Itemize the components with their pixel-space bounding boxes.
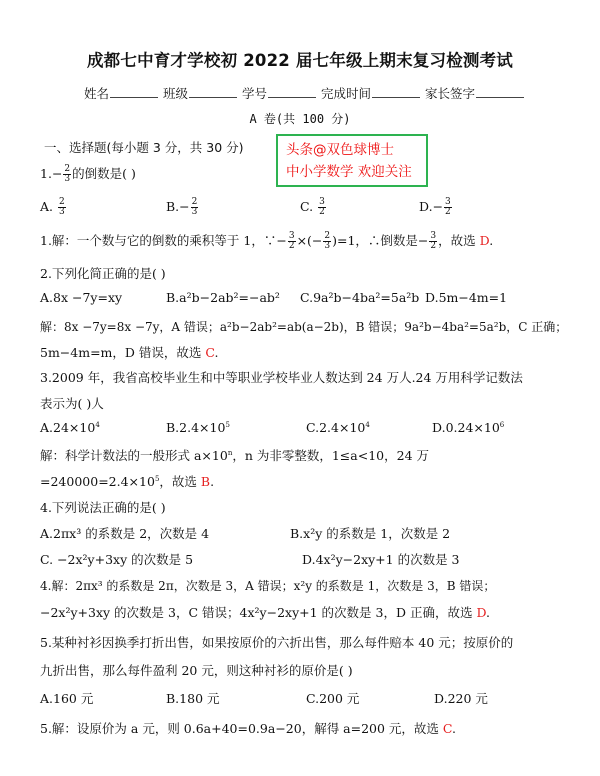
exponent: 6 — [499, 420, 505, 429]
info-field-id — [242, 84, 317, 102]
option-label: D. — [425, 290, 439, 305]
answer-letter: D — [479, 233, 490, 248]
question-2-solution-line-1: 解：8x −7y=8x −7y，A 错误；a²b−2ab²=ab(a−2b)，B 错误；9a²b−4ba²=5a²b，C 正确； — [40, 320, 568, 334]
option-label: D. — [419, 199, 433, 214]
solution-text: 5.解：设原价为 a 元，则 0.6a+40=0.9a−20，解得 a=200 元，故选 — [40, 721, 443, 736]
class-blank[interactable] — [189, 85, 237, 98]
answer-letter: D — [476, 605, 487, 620]
question-number: 1. — [40, 166, 52, 181]
stem-text: 下列化简正确的是( ) — [51, 266, 166, 281]
denominator: 2 — [445, 207, 451, 217]
fraction — [429, 232, 437, 251]
denominator: 2 — [288, 241, 295, 251]
stem-text: 的倒数是( ) — [72, 166, 136, 181]
info-label: 班级 — [163, 86, 189, 101]
info-label: 完成时间 — [321, 86, 372, 101]
answer-letter: B — [200, 474, 211, 489]
solution-text: ，n 为非零整数，1≤a<10，24 万 — [232, 448, 429, 463]
period: . — [489, 233, 494, 248]
promo-line-1: 头条@双色球博士 — [286, 142, 394, 158]
answer-letter: C — [205, 345, 215, 360]
sign: − — [51, 166, 63, 181]
sign: − — [179, 199, 190, 214]
numerator: 2 — [64, 164, 71, 174]
q5-option-c[interactable] — [306, 689, 359, 707]
fraction — [288, 232, 296, 251]
solution-text: ，故选 — [438, 233, 480, 248]
option-text: 9a²b−4ba²=5a²b — [313, 290, 420, 305]
option-text: 8x −7y=xy — [53, 290, 123, 305]
q1-option-c[interactable] — [300, 198, 327, 217]
solution-text: ×(− — [296, 233, 323, 248]
q2-option-d[interactable] — [425, 290, 507, 305]
denominator: 2 — [430, 241, 437, 251]
option-text: 2πx³ 的系数是 2，次数是 4 — [53, 526, 210, 541]
question-3-solution-line-2 — [40, 472, 214, 490]
q4-option-b[interactable] — [290, 524, 450, 542]
solution-text: ，故选 — [159, 474, 201, 489]
question-number: 2. — [40, 266, 52, 281]
question-4-stem: 4.下列说法正确的是( ) — [40, 500, 166, 515]
q1-option-d[interactable] — [419, 198, 453, 217]
section-heading: 一、选择题(每小题 3 分，共 30 分) — [44, 140, 244, 155]
question-1-stem — [40, 164, 136, 184]
exponent: 4 — [95, 420, 100, 429]
solution-text: 5m−4m=m，D 错误，故选 — [40, 345, 206, 360]
info-label: 家长签字 — [425, 86, 476, 101]
question-3-stem-line-1: 3.2009 年，我省高校毕业生和中等职业学校毕业人数达到 24 万人.24 万用科学记数法 — [40, 370, 523, 385]
parent-signature-blank[interactable] — [476, 85, 524, 98]
name-blank[interactable] — [110, 85, 158, 98]
denominator: 3 — [191, 207, 198, 217]
period: . — [210, 474, 215, 489]
denominator: 3 — [64, 174, 71, 184]
solution-text: 解：科学计数法的一般形式 a×10 — [40, 448, 228, 463]
q3-option-b[interactable] — [166, 420, 230, 435]
option-label: A. — [40, 691, 54, 706]
question-5-stem-line-2: 九折出售，那么每件盈利 20 元，则这种衬衫的原价是( ) — [40, 663, 353, 678]
numerator: 2 — [324, 231, 331, 241]
question-3-solution-line-1 — [40, 446, 429, 464]
option-label: C. — [306, 691, 320, 706]
q2-option-b[interactable] — [166, 290, 280, 305]
option-text: 0.24×10 — [445, 420, 500, 435]
option-label: A. — [40, 526, 54, 541]
q2-option-c[interactable] — [300, 290, 419, 305]
fraction — [318, 198, 326, 217]
option-label: B. — [290, 526, 304, 541]
option-text: a²b−2ab²=−ab² — [179, 290, 280, 305]
student-info-row — [84, 84, 525, 102]
denominator: 2 — [319, 207, 325, 217]
exam-title: 成都七中育才学校初 2022 届七年级上期末复习检测考试 — [86, 51, 513, 70]
option-label: C. — [40, 552, 54, 567]
student-id-blank[interactable] — [268, 85, 316, 98]
q5-option-b[interactable] — [166, 689, 220, 707]
numerator: 3 — [288, 231, 295, 241]
option-text: 4x²y−2xy+1 的次数是 3 — [315, 552, 460, 567]
q1-option-b[interactable] — [166, 198, 199, 217]
info-field-name — [84, 84, 159, 102]
numerator: 3 — [430, 231, 437, 241]
numerator: 2 — [59, 197, 65, 207]
solution-text: =240000=2.4×10 — [40, 474, 155, 489]
q4-option-d[interactable] — [302, 550, 460, 568]
answer-letter: C — [442, 721, 453, 736]
option-text: x²y 的系数是 1，次数是 2 — [303, 526, 451, 541]
fraction — [58, 198, 66, 217]
option-label: C. — [300, 199, 314, 214]
q5-option-a[interactable] — [40, 689, 93, 707]
question-4-solution-line-1: 4.解：2πx³ 的系数是 2π，次数是 3，A 错误；x²y 的系数是 1，次数是 3，B 错误； — [40, 579, 496, 593]
question-5-solution — [40, 719, 456, 737]
promo-box — [276, 134, 428, 187]
q5-option-d[interactable] — [434, 689, 488, 707]
promo-line-2: 中小学数学 欢迎关注 — [286, 164, 412, 180]
fraction — [63, 165, 71, 184]
numerator: 3 — [445, 197, 451, 207]
fraction — [444, 198, 452, 217]
question-4-solution-line-2 — [40, 603, 490, 621]
option-label: D. — [432, 420, 446, 435]
option-text: 220 元 — [447, 691, 488, 706]
info-field-parent — [425, 84, 525, 102]
exponent: 5 — [154, 474, 160, 483]
info-label: 学号 — [242, 86, 268, 101]
sign: − — [432, 199, 444, 214]
option-text: 2.4×10 — [319, 420, 366, 435]
info-field-class — [163, 84, 238, 102]
option-text: −2x²y+3xy 的次数是 5 — [53, 552, 194, 567]
solution-text: 1.解：一个数与它的倒数的乘积等于 1，∵− — [40, 233, 287, 248]
solution-text: −2x²y+3xy 的次数是 3，C 错误；4x²y−2xy+1 的次数是 3，D 正确，故选 — [40, 605, 477, 620]
option-label: B. — [166, 199, 180, 214]
option-text: 200 元 — [319, 691, 360, 706]
option-text: 5m−4m=1 — [438, 290, 508, 305]
exponent: n — [227, 448, 233, 457]
q3-option-c[interactable] — [306, 420, 370, 435]
q1-option-a[interactable] — [40, 198, 67, 217]
option-text: 24×10 — [53, 420, 96, 435]
exponent: 4 — [365, 420, 370, 429]
option-text: 180 元 — [179, 691, 220, 706]
option-text: 160 元 — [53, 691, 94, 706]
info-label: 姓名 — [84, 86, 110, 101]
option-label: B. — [166, 420, 180, 435]
q4-option-a[interactable] — [40, 524, 209, 542]
denominator: 3 — [59, 207, 65, 217]
info-field-time — [321, 84, 421, 102]
option-label: A. — [40, 199, 54, 214]
option-label: C. — [306, 420, 320, 435]
q2-option-a[interactable] — [40, 290, 122, 305]
q4-option-c[interactable] — [40, 550, 193, 568]
option-label: A. — [40, 290, 54, 305]
question-5-stem-line-1: 5.某种衬衫因换季打折出售，如果按原价的六折出售，那么每件赔本 40 元；按原价的 — [40, 635, 514, 650]
question-2-solution-line-2 — [40, 343, 219, 361]
numerator: 2 — [191, 197, 198, 207]
period: . — [486, 605, 490, 620]
paper-label: A 卷(共 100 分) — [249, 112, 351, 126]
denominator: 3 — [324, 241, 331, 251]
fraction — [323, 232, 331, 251]
option-label: D. — [302, 552, 316, 567]
exponent: 5 — [225, 420, 230, 429]
period: . — [452, 721, 457, 736]
option-label: B. — [166, 691, 180, 706]
question-3-stem-line-2: 表示为( )人 — [40, 396, 104, 411]
question-1-solution — [40, 231, 493, 251]
completion-time-blank[interactable] — [372, 85, 420, 98]
q3-option-a[interactable] — [40, 420, 100, 435]
fraction — [191, 198, 199, 217]
option-label: C. — [300, 290, 314, 305]
numerator: 3 — [319, 197, 325, 207]
period: . — [214, 345, 219, 360]
solution-text: )=1，∴倒数是− — [332, 233, 429, 248]
option-label: B. — [166, 290, 180, 305]
question-2-stem — [40, 264, 166, 282]
option-label: D. — [434, 691, 448, 706]
q3-option-d[interactable] — [432, 420, 504, 435]
option-label: A. — [40, 420, 54, 435]
option-text: 2.4×10 — [179, 420, 226, 435]
